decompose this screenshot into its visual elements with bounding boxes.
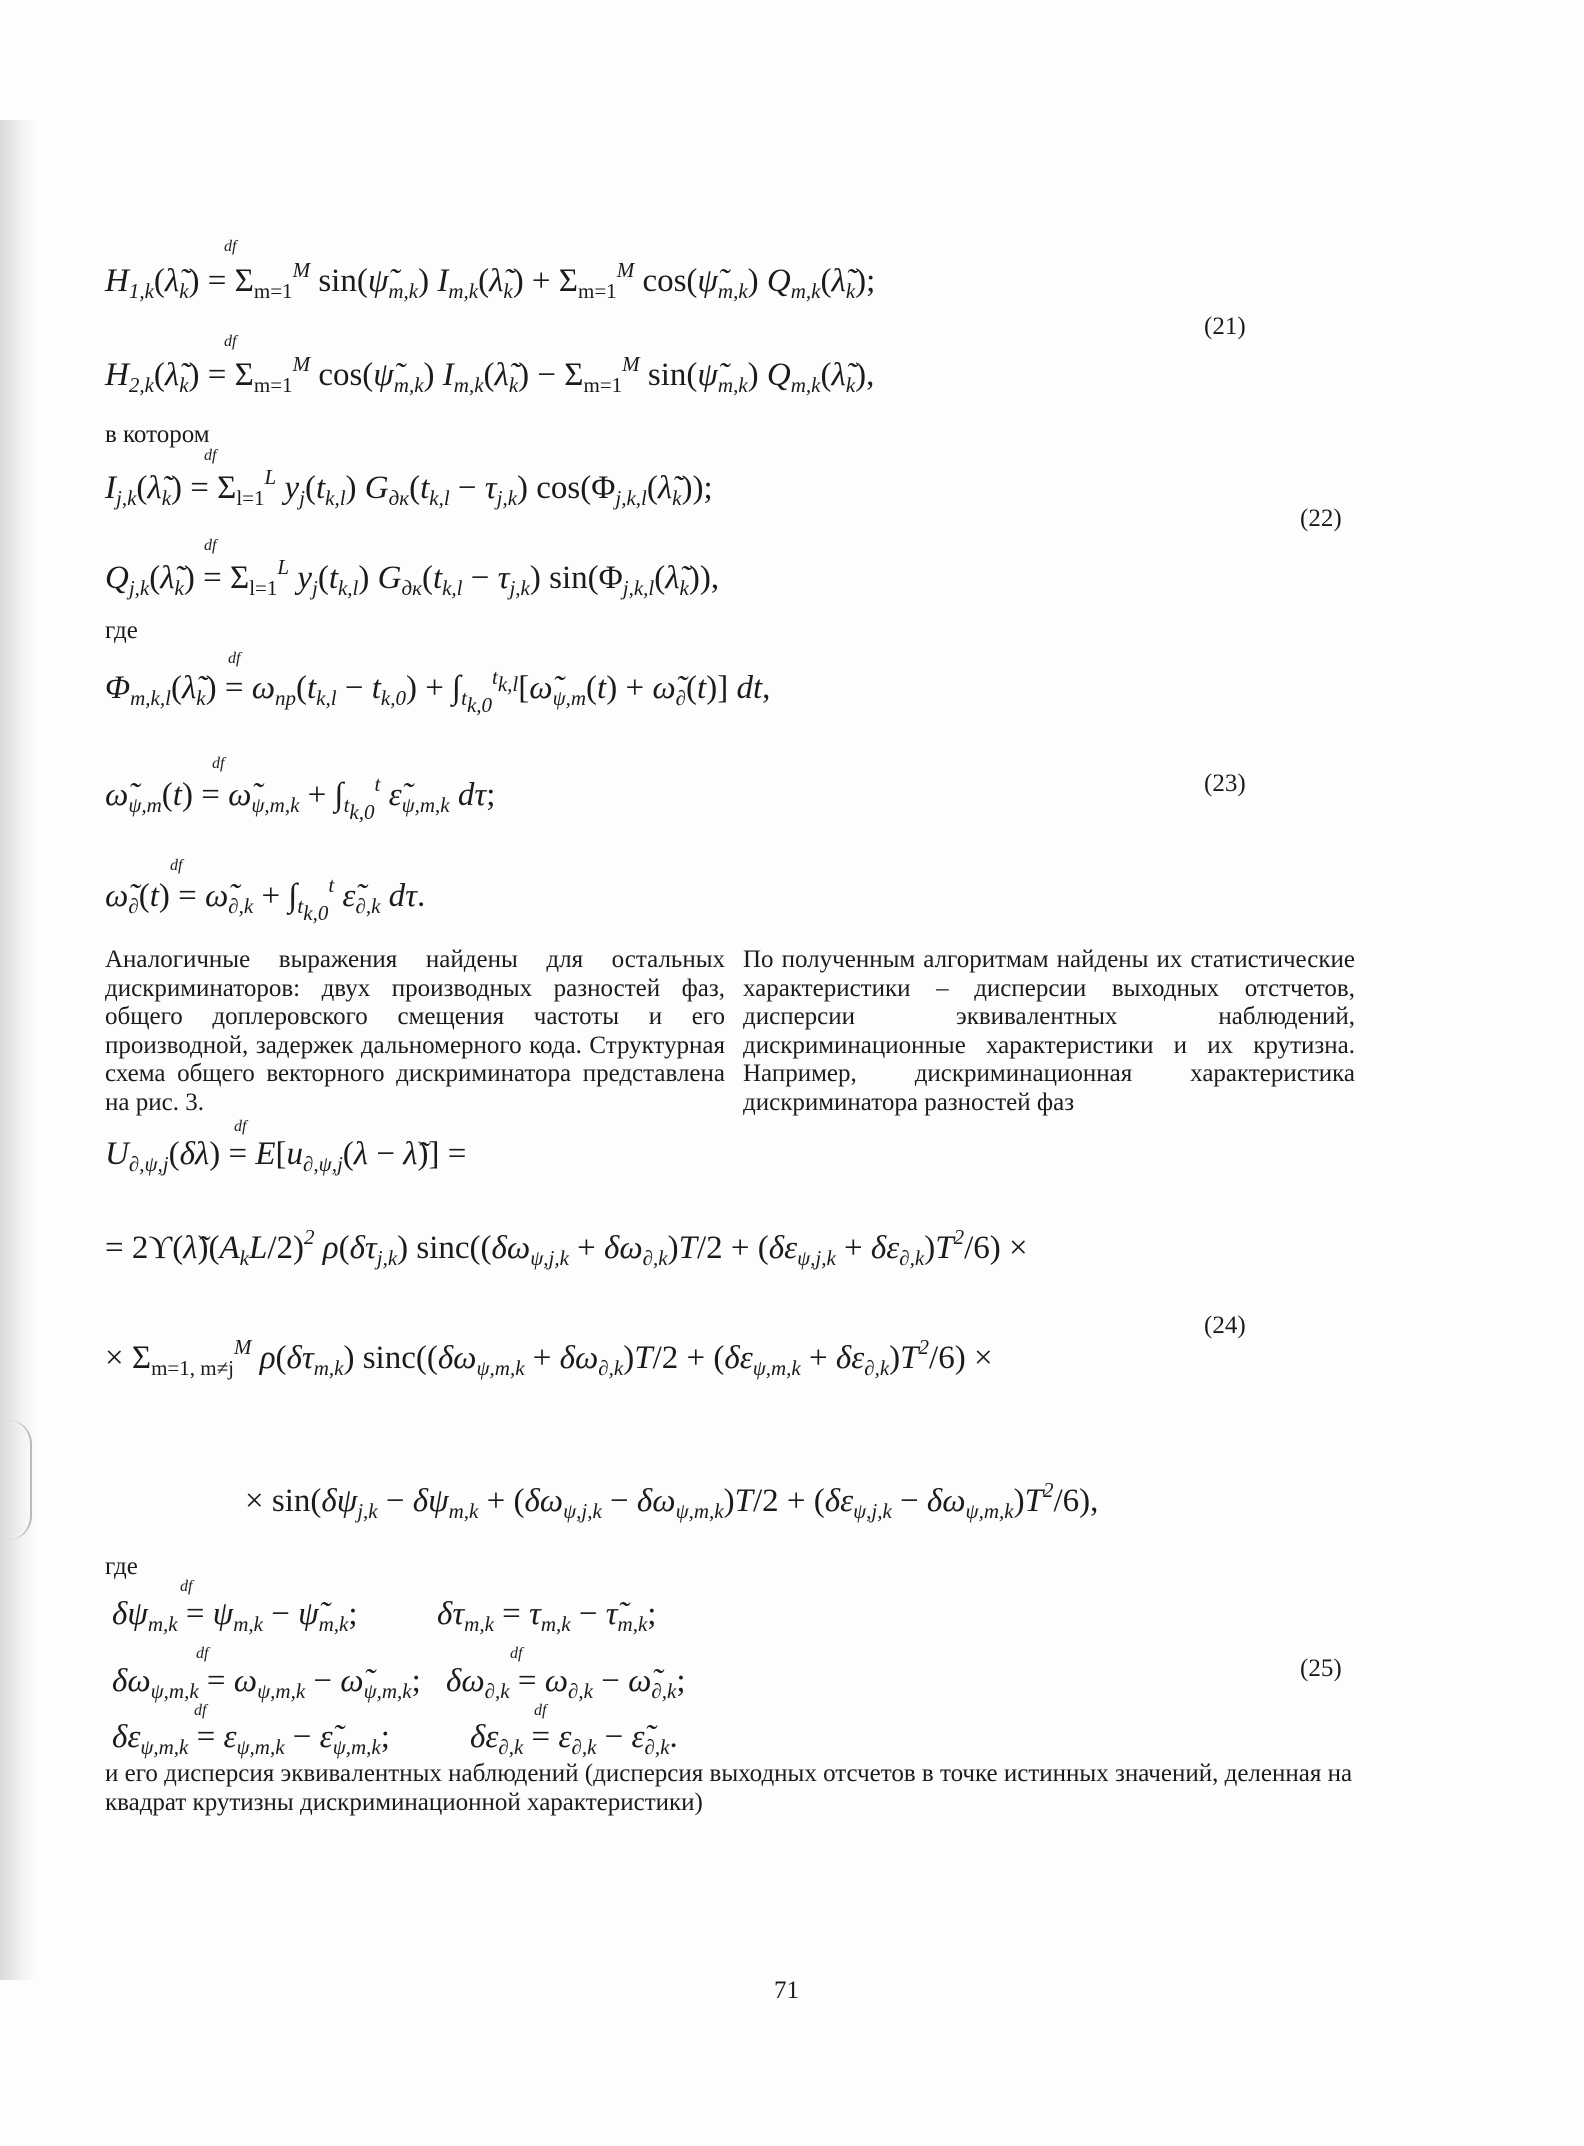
equation-25-c1: $\delta\varepsilon_{\psi,m,k} = \varepsilon_{\psi,m,k}$ − $\varepsiloñ_{\psi,m,k}$; — [112, 1719, 390, 1759]
equation-24-line-1: $U_{\partial,\psi,j}(\delta\lambda) = E[u_{\partial,\psi,j}(\lambda$ − λ̃)] = — [105, 1136, 467, 1176]
equation-22-number: (22) — [1300, 505, 1342, 532]
df-mark: df — [170, 857, 183, 874]
df-mark: df — [224, 238, 237, 255]
right-paragraph: По полученным алгоритмам найдены их статистические характеристики – дисперсии выходных отстчетов, дисперсии эквивалентных наблюдений, дискриминационные характеристики и их крутизна. Например, дискриминационная характеристика дискриминатора разностей фаз — [743, 946, 1355, 1116]
equation-25-b2: $\delta\omega_{\partial,k} = \omega_{\partial,k}$ − $\omegã_{\partial,k}$; — [446, 1663, 686, 1703]
equation-24-line-4: × $\sin(\delta\psi_{j,k} - \delta\psi_{m,k} + (\delta\omega_{\psi,j,k} - \delta\omega_{\psi,m,k})T/2 + (\delta\varepsilon_{\psi,j,k} - \delta\omega_{\psi,m,k})T^2/6)$, — [245, 1478, 1099, 1523]
where-label-2: где — [105, 1553, 138, 1580]
equation-25-b1: $\delta\omega_{\psi,m,k} = \omega_{\psi,m,k}$ − $\omegã_{\psi,m,k}$; — [112, 1663, 421, 1703]
binding-shadow — [0, 120, 38, 1980]
equation-25-a1: $\delta\psi_{m,k} = \psi_{m,k}$ − $\psĩ_{m,k}$; — [112, 1596, 358, 1636]
df-mark: df — [510, 1645, 523, 1662]
equation-24-number: (24) — [1204, 1312, 1246, 1339]
equation-23-number: (23) — [1204, 770, 1246, 797]
df-mark: df — [224, 333, 237, 350]
equation-25-a2: $\delta\tau_{m,k} = \tau_{m,k}$ − $\taũ_{m,k}$; — [437, 1596, 657, 1636]
equation-24-line-2: = $2ϒ(\lambdã)(A_kL/2)^2$ $\rho(\delta\tau_{j,k}) \sin c((\delta\omega_{\psi,j,k} + \delta\omega_{\partial,k})T/2 + (\delta\varepsilon_{\psi,j,k} + \delta\varepsilon_{\partial,k})T^2/6)$ × — [105, 1225, 1028, 1270]
equation-23-line-3: $\omegã_\partial(t)$ = $\omegã_{\partial,k} + \int_{t_{k,0}}^t$ $\varepsiloñ_{\partial,k}$ dτ. — [105, 873, 426, 925]
df-mark: df — [196, 1645, 209, 1662]
equation-22-line-2: $Q_{j,k}(\lambdã_k) = \Sigma_{l=1}^L$ $y_j(t_{k,l}) G_{дк}(t_{k,l} - \tau_{j,k})$ $\sin(\Phi_{j,k,l}(\lambdã_k))$, — [105, 555, 720, 600]
equation-23-line-1: $\Phi_{m,k,l}(\lambdã_k) = \omega_{пр}(t_{k,l} - t_{k,0})$ + $\int_{t_{k,0}}^{t_{k,l}}[\omegã_{\psi,m}(t)$ + $\omegã_\partial(t)$] dt, — [105, 665, 771, 717]
df-mark: df — [534, 1702, 547, 1719]
bottom-paragraph: и его дисперсия эквивалентных наблюдений (дисперсия выходных отсчетов в точке истинных значений, деленная на квадрат крутизны дискриминационной характеристики) — [105, 1760, 1353, 1816]
equation-25-c2: $\delta\varepsilon_{\partial,k} = \varepsilon_{\partial,k}$ − $\varepsiloñ_{\partial,k}$. — [470, 1719, 678, 1759]
in-which-label: в котором — [105, 421, 210, 448]
where-label-1: где — [105, 617, 138, 644]
df-mark: df — [194, 1702, 207, 1719]
binding-edge — [8, 1420, 32, 1540]
left-paragraph: Аналогичные выражения найдены для остальных дискриминаторов: двух производных разностей фаз, общего доплеровского смещения частоты и его производной, задержек дальномерного кода. Структурная схема общего векторного дискриминатора представлена на рис. 3. — [105, 946, 725, 1116]
df-mark: df — [204, 537, 217, 554]
equation-25-number: (25) — [1300, 1655, 1342, 1682]
equation-24-line-3: × $\Sigma_{m=1, m\ne j}^M$ $\rho(\delta\tau_{m,k}) \sin c((\delta\omega_{\psi,m,k} + \delta\omega_{\partial,k})T/2 + (\delta\varepsilon_{\psi,m,k} + \delta\varepsilon_{\partial,k})T^2/6)$ × — [105, 1335, 993, 1380]
equation-21-line-1: $H_{1,k}(\lambdã_k) = \Sigma_{m=1}^M$ $\sin(\psĩ_{m,k})$ $I_{m,k}(\lambdã_k) + \Sigma_{m=1}^M$ $\cos(\psĩ_{m,k})$ $Q_{m,k}(\lambdã_k)$; — [105, 258, 876, 303]
equation-21-line-2: $H_{2,k}(\lambdã_k) = \Sigma_{m=1}^M$ $\cos(\psĩ_{m,k})$ $I_{m,k}(\lambdã_k) - \Sigma_{m=1}^M$ $\sin(\psĩ_{m,k})$ $Q_{m,k}(\lambdã_k)$, — [105, 352, 875, 397]
df-mark: df — [234, 1118, 247, 1135]
equation-23-line-2: $\omegã_{\psi,m}(t)$ = $\omegã_{\psi,m,k} + \int_{t_{k,0}}^t$ $\varepsiloñ_{\psi,m,k}$ dτ; — [105, 772, 496, 824]
df-mark: df — [228, 650, 241, 667]
page-number: 71 — [774, 1977, 799, 2004]
df-mark: df — [212, 755, 225, 772]
df-mark: df — [204, 447, 217, 464]
df-mark: df — [180, 1578, 193, 1595]
equation-22-line-1: $I_{j,k}(\lambdã_k) = \Sigma_{l=1}^L$ $y_j(t_{k,l}) G_{дк}(t_{k,l} - \tau_{j,k})$ $\cos(\Phi_{j,k,l}(\lambdã_k))$; — [105, 465, 713, 510]
equation-21-number: (21) — [1204, 313, 1246, 340]
